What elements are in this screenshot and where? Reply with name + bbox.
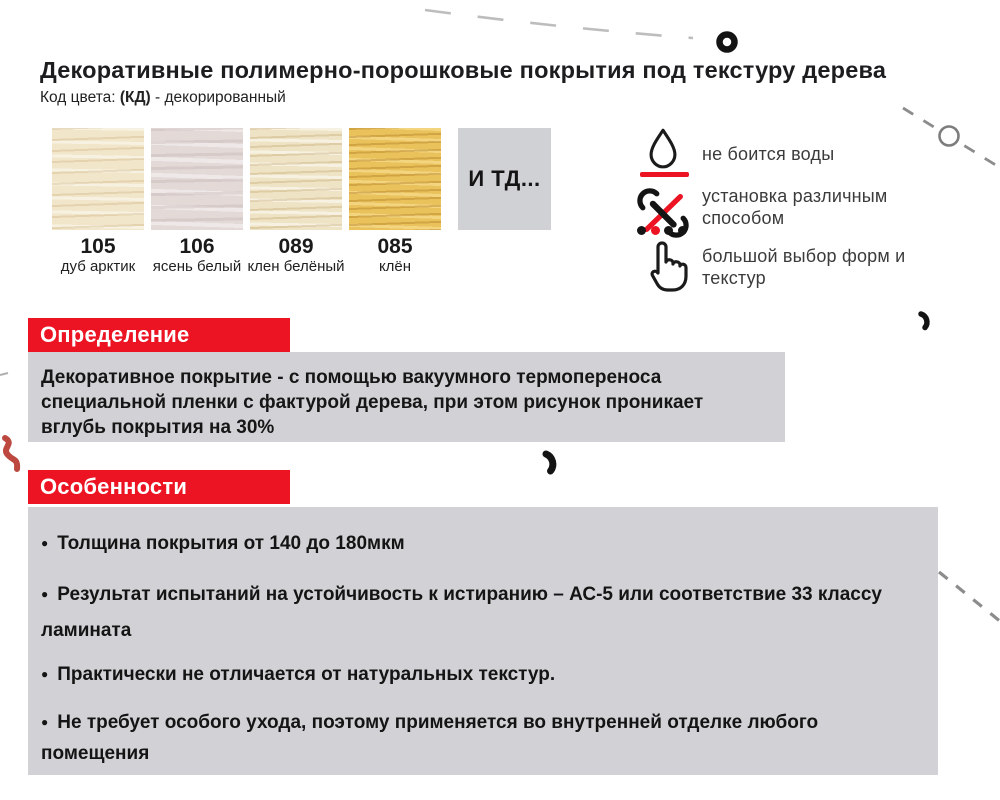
swatch-code: 089 [278, 235, 314, 258]
left-edge-tick [0, 373, 8, 375]
feature-caption-install: установка различным способом [702, 186, 888, 228]
dot-black [678, 226, 687, 235]
feature-bullet: ● Не требует особого ухода, поэтому применяется во внутренней отделке любого помещения [41, 707, 920, 769]
features-panel [28, 507, 938, 775]
swatch-code: 105 [80, 235, 116, 258]
wood-swatch-106 [151, 128, 243, 230]
subtitle-code: (КД) [119, 89, 151, 106]
feature-caption-water: не боится воды [702, 144, 835, 164]
feature-caption-choice: большой выбор форм и текстур [702, 246, 906, 288]
swatch-code: 106 [179, 235, 215, 258]
feature-bullet: ● Результат испытаний на устойчивость к истиранию – АС-5 или соответствие 33 классу ламината [41, 576, 920, 649]
top-dashed-line [425, 10, 693, 38]
subtitle-suffix: - декорированный [150, 89, 286, 106]
dot-red [651, 226, 660, 235]
donut-dot [720, 35, 735, 50]
page-title: Декоративные полимерно-порошковые покрытия под текстуру дерева [40, 57, 887, 83]
swatch-label [142, 236, 252, 276]
red-underline [640, 172, 689, 177]
swatch-code: 085 [377, 235, 413, 258]
definition-heading: Определение [28, 318, 290, 352]
swatch-name: клен белёный [247, 258, 345, 275]
dot-black [664, 226, 673, 235]
red-brush-squiggle [5, 438, 17, 469]
definition-panel: Декоративное покрытие - с помощью вакуумного термопереноса специальной пленки с фактурой дерева, при этом рисунок проникает вглубь покрытия на 30% [28, 352, 785, 442]
comma-shape-large [546, 454, 553, 471]
feature-bullet: ● Толщина покрытия от 140 до 180мкм [41, 528, 920, 559]
color-code-subtitle [40, 89, 286, 107]
wood-swatch-089 [250, 128, 342, 230]
swatch-label [241, 236, 351, 276]
wood-swatch-085 [349, 128, 441, 230]
feature-bullet: ● Практически не отличается от натуральных текстур. [41, 659, 920, 690]
swatch-name: клён [378, 258, 412, 275]
subtitle-prefix: Код цвета: [40, 89, 120, 106]
comma-shape-small [921, 314, 927, 328]
features-heading: Особенности [28, 470, 290, 504]
right-lower-dashed-line [939, 572, 1000, 626]
water-drop-icon [644, 127, 682, 171]
swatch-name: дуб арктик [60, 258, 136, 275]
choice-dots [637, 226, 687, 235]
dot-black [637, 226, 646, 235]
swatch-label [340, 236, 450, 276]
hand-tap-icon [643, 238, 693, 294]
wood-swatch-105 [52, 128, 144, 230]
swatch-name: ясень белый [152, 258, 242, 275]
etc-box: И ТД... [458, 128, 551, 230]
swatch-label [43, 236, 153, 276]
ring-shape [940, 127, 959, 146]
